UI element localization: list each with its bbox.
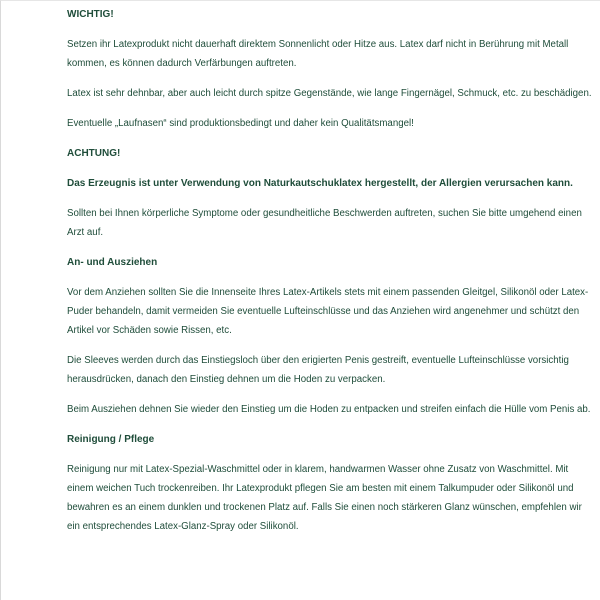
allergy-warning: Das Erzeugnis ist unter Verwendung von Naturkautschuklatex hergestellt, der Allergien verursachen kann. (67, 178, 573, 189)
paragraph-reinigung: Reinigung nur mit Latex-Spezial-Waschmittel oder in klarem, handwarmen Wasser ohne Zusatz von Waschmittel. Mit einem weichen Tuch trockenreiben. Ihr Latexprodukt pflegen Sie am besten mit einem Talkumpuder oder Silikonöl und bewahren es an einem dunklen und trockenen Platz auf. Falls Sie einen noch stärkeren Glanz wünschen, empfehlen wir ein entsprechendes Latex-Glanz-Spray oder Silikonöl. (67, 464, 582, 532)
achtung-heading: ACHTUNG! (67, 148, 121, 159)
anziehen-heading: An- und Ausziehen (67, 257, 158, 268)
paragraph-laufnasen: Eventuelle „Laufnasen“ sind produktionsbedingt und daher kein Qualitätsmangel! (67, 118, 414, 129)
paragraph-sunlight: Setzen ihr Latexprodukt nicht dauerhaft direktem Sonnenlicht oder Hitze aus. Latex darf nicht in Berührung mit Metall kommen, es können dadurch Verfärbungen auftreten. (67, 39, 569, 69)
product-care-text (67, 5, 593, 536)
paragraph-stretch: Latex ist sehr dehnbar, aber auch leicht durch spitze Gegenstände, wie lange Fingernägel, Schmuck, etc. zu beschädigen. (67, 88, 592, 99)
wichtig-heading: WICHTIG! (67, 9, 114, 20)
reinigung-heading: Reinigung / Pflege (67, 434, 155, 445)
paragraph-sleeves: Die Sleeves werden durch das Einstiegsloch über den erigierten Penis gestreift, eventuelle Lufteinschlüsse vorsichtig herausdrücken, danach den Einstieg dehnen um die Hoden zu verpacken. (67, 355, 569, 385)
paragraph-anziehen: Vor dem Anziehen sollten Sie die Innenseite Ihres Latex-Artikels stets mit einem passenden Gleitgel, Silikonöl oder Latex-Puder behandeln, damit vermeiden Sie eventuelle Lufteinschlüsse und das Anziehen wird angenehmer und schützt den Artikel vor Schäden sowie Rissen, etc. (67, 287, 589, 336)
paragraph-ausziehen: Beim Ausziehen dehnen Sie wieder den Einstieg um die Hoden zu entpacken und streifen einfach die Hülle vom Penis ab. (67, 404, 591, 415)
paragraph-symptoms: Sollten bei Ihnen körperliche Symptome oder gesundheitliche Beschwerden auftreten, suchen Sie bitte umgehend einen Arzt auf. (67, 208, 582, 238)
